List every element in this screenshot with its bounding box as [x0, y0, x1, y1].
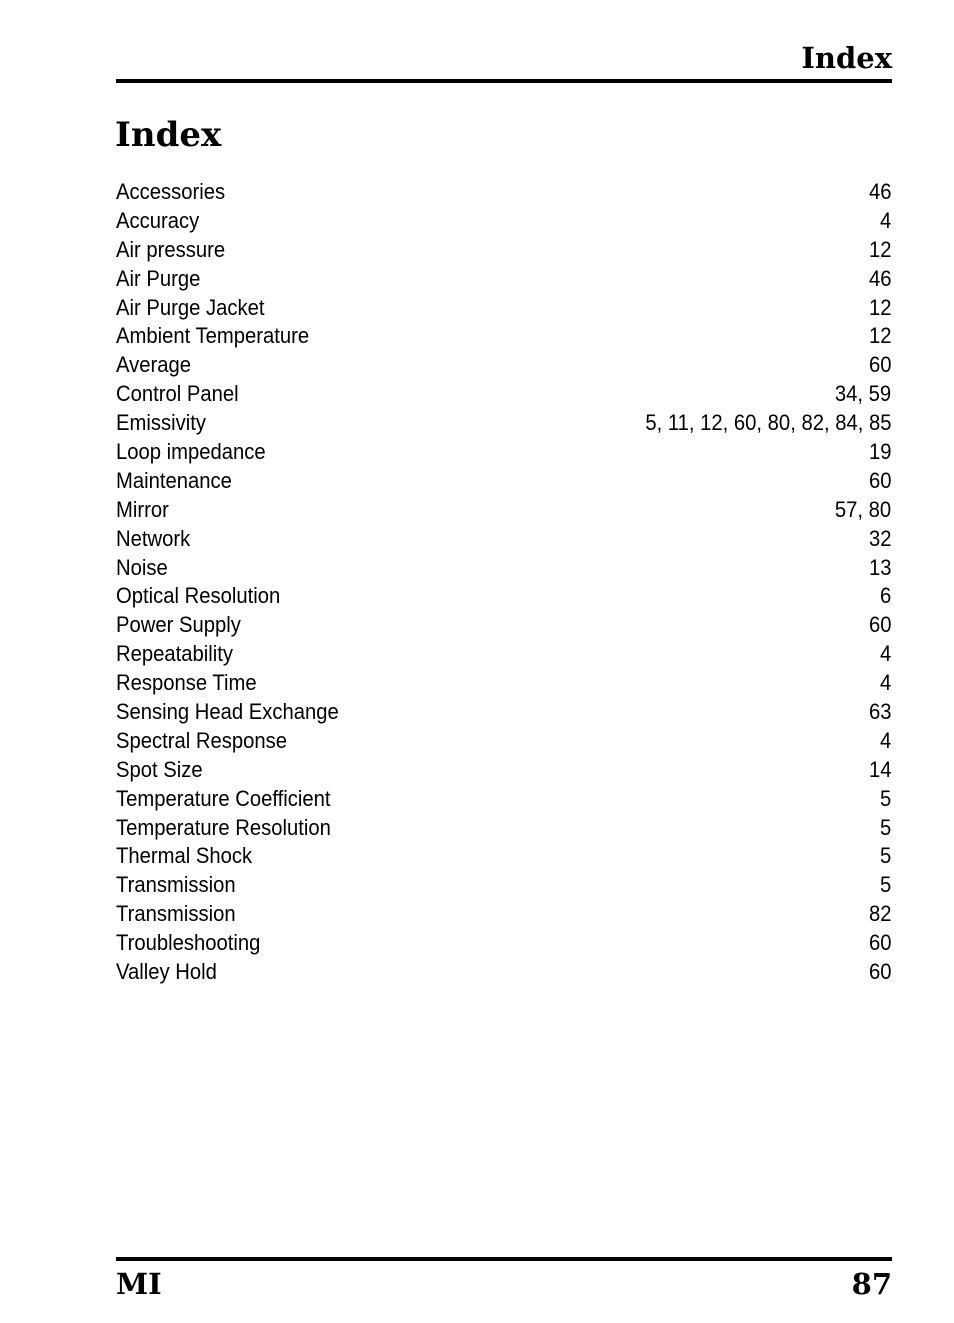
index-entry — [116, 467, 891, 496]
index-pages: 5 — [879, 843, 891, 869]
index-entry — [116, 554, 891, 583]
index-term: Sensing Head Exchange — [116, 699, 339, 725]
index-entry — [116, 756, 891, 785]
page-title: Index — [115, 115, 222, 155]
index-term: Valley Hold — [116, 959, 217, 985]
index-term: Repeatability — [116, 641, 234, 667]
index-entry — [116, 842, 891, 871]
index-entry — [116, 929, 891, 958]
index-entry — [116, 294, 891, 323]
index-term: Temperature Resolution — [116, 814, 331, 840]
index-entry — [116, 496, 891, 525]
footer-product-name: MI — [116, 1267, 162, 1301]
index-pages: 5 — [879, 872, 891, 898]
index-entry — [116, 351, 891, 380]
index-term: Mirror — [116, 496, 169, 522]
index-pages: 46 — [868, 179, 891, 204]
index-entry — [116, 525, 891, 554]
index-entry — [116, 785, 891, 814]
index-entry — [116, 727, 891, 756]
index-entry — [116, 322, 891, 351]
index-entry — [116, 380, 891, 409]
index-term: Average — [116, 352, 192, 378]
index-pages: 4 — [879, 641, 891, 667]
index-pages: 4 — [879, 207, 891, 233]
index-term: Temperature Coefficient — [116, 785, 331, 811]
index-pages: 60 — [868, 959, 891, 985]
index-pages: 19 — [868, 439, 891, 465]
index-term: Spot Size — [116, 756, 203, 782]
index-entry — [116, 409, 891, 438]
index-entry — [116, 582, 891, 611]
index-term: Accessories — [116, 179, 226, 204]
index-pages: 4 — [879, 727, 891, 753]
index-entry — [116, 611, 891, 640]
index-entry — [116, 958, 891, 987]
index-entry — [116, 814, 891, 843]
index-entry — [116, 669, 891, 698]
index-entry — [116, 236, 891, 265]
index-term: Air pressure — [116, 236, 226, 262]
footer-page-number: 87 — [851, 1267, 892, 1301]
index-entry — [116, 640, 891, 669]
index-term: Transmission — [116, 872, 236, 898]
index-term: Accuracy — [116, 207, 200, 233]
index-entry — [116, 178, 891, 207]
index-pages: 5 — [879, 814, 891, 840]
index-pages: 57, 80 — [834, 496, 891, 522]
index-pages: 34, 59 — [834, 381, 891, 407]
index-entry — [116, 871, 891, 900]
index-pages: 14 — [868, 756, 891, 782]
header-rule — [116, 79, 892, 83]
index-pages: 6 — [879, 583, 891, 609]
index-term: Network — [116, 525, 191, 551]
index-pages: 60 — [868, 352, 891, 378]
index-term: Noise — [116, 554, 168, 580]
index-pages: 60 — [868, 930, 891, 956]
index-pages: 13 — [868, 554, 891, 580]
index-pages: 63 — [868, 699, 891, 725]
index-pages: 12 — [868, 236, 891, 262]
index-entry — [116, 900, 891, 929]
footer-rule — [116, 1257, 892, 1261]
index-entry — [116, 698, 891, 727]
index-pages: 12 — [868, 323, 891, 349]
index-term: Control Panel — [116, 381, 239, 407]
index-list — [116, 178, 891, 987]
index-entry — [116, 207, 891, 236]
index-pages: 4 — [879, 670, 891, 696]
index-pages: 46 — [868, 265, 891, 291]
index-pages: 60 — [868, 467, 891, 493]
index-term: Emissivity — [116, 410, 206, 436]
index-term: Transmission — [116, 901, 236, 927]
index-term: Response Time — [116, 670, 257, 696]
index-term: Optical Resolution — [116, 583, 281, 609]
running-header-title: Index — [801, 41, 892, 75]
index-term: Power Supply — [116, 612, 241, 638]
page-footer — [116, 1265, 892, 1303]
index-term: Troubleshooting — [116, 930, 261, 956]
index-pages: 5 — [879, 785, 891, 811]
index-term: Loop impedance — [116, 439, 266, 465]
index-term: Thermal Shock — [116, 843, 253, 869]
index-term: Spectral Response — [116, 727, 288, 753]
index-term: Ambient Temperature — [116, 323, 310, 349]
index-entry — [116, 265, 891, 294]
index-pages: 12 — [868, 294, 891, 320]
index-pages: 5, 11, 12, 60, 80, 82, 84, 85 — [644, 410, 891, 436]
index-pages: 60 — [868, 612, 891, 638]
index-entry — [116, 438, 891, 467]
index-term: Air Purge — [116, 265, 201, 291]
index-pages: 32 — [868, 525, 891, 551]
index-term: Air Purge Jacket — [116, 294, 265, 320]
index-term: Maintenance — [116, 467, 232, 493]
index-pages: 82 — [868, 901, 891, 927]
